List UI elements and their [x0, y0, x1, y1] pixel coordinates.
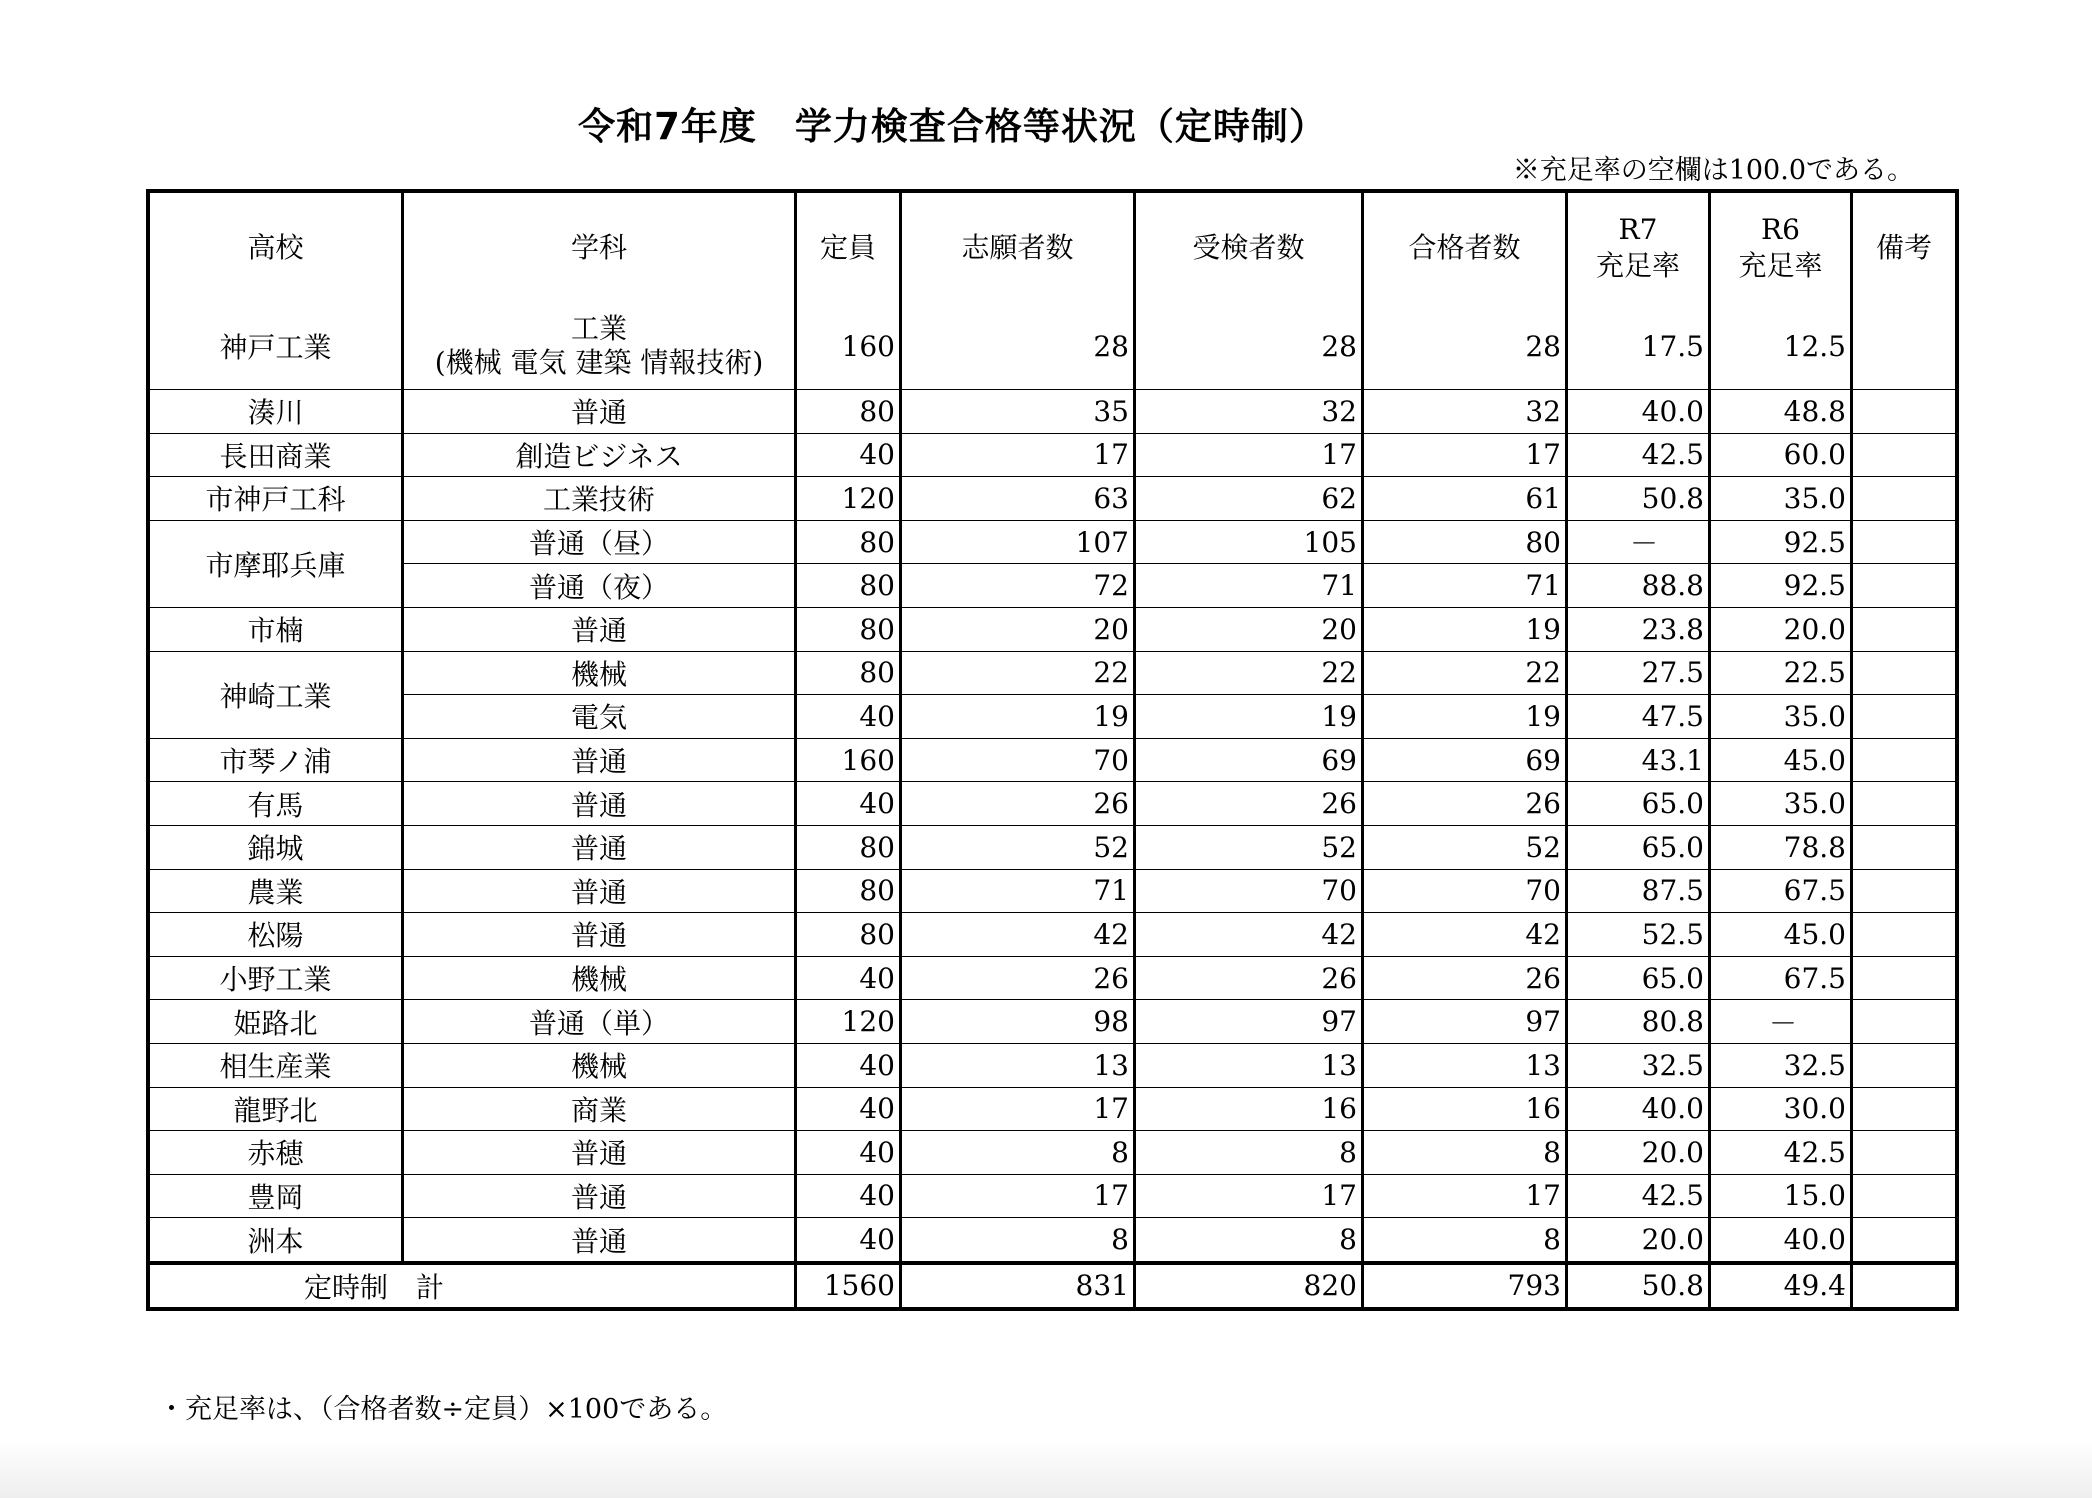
remarks-cell	[1853, 1088, 1955, 1132]
examinees-cell: 105	[1136, 521, 1364, 565]
applicants-cell: 20	[902, 608, 1136, 652]
course-subjects: (機械 電気 建築 情報技術)	[434, 346, 764, 379]
remarks-cell	[1853, 695, 1955, 739]
passed-cell: 28	[1364, 303, 1568, 390]
r6-rate-cell: 22.5	[1711, 652, 1853, 696]
remarks-cell	[1853, 1218, 1955, 1262]
r7-rate-cell: 40.0	[1568, 390, 1711, 434]
course-cell: 普通	[404, 913, 797, 957]
school-cell: 龍野北	[150, 1088, 404, 1132]
school-cell: 神戸工業	[150, 303, 404, 390]
r6-rate-cell: 45.0	[1711, 739, 1853, 783]
course-cell	[404, 303, 797, 390]
r7-rate-cell: 27.5	[1568, 652, 1711, 696]
table-row	[150, 870, 1955, 914]
r7-rate-cell: 42.5	[1568, 434, 1711, 478]
table-row	[150, 695, 1955, 739]
examinees-cell: 26	[1136, 782, 1364, 826]
table-row	[150, 1175, 1955, 1219]
capacity-cell: 80	[797, 521, 902, 565]
header-capacity: 定員	[797, 193, 902, 303]
examinees-cell: 8	[1136, 1131, 1364, 1175]
passed-cell: 26	[1364, 957, 1568, 1001]
passed-cell: 8	[1364, 1131, 1568, 1175]
course-cell: 普通	[404, 870, 797, 914]
capacity-cell: 160	[797, 303, 902, 390]
examinees-cell: 28	[1136, 303, 1364, 390]
r7-rate-cell: －	[1568, 521, 1711, 565]
capacity-cell: 120	[797, 477, 902, 521]
passed-cell: 80	[1364, 521, 1568, 565]
applicants-cell: 17	[902, 1088, 1136, 1132]
remarks-cell	[1853, 564, 1955, 608]
capacity-cell: 80	[797, 652, 902, 696]
applicants-cell: 70	[902, 739, 1136, 783]
examinees-cell: 71	[1136, 564, 1364, 608]
r6-rate-cell: 35.0	[1711, 477, 1853, 521]
course-cell: 電気	[404, 695, 797, 739]
school-cell: 赤穂	[150, 1131, 404, 1175]
passed-cell: 70	[1364, 870, 1568, 914]
r6-rate-cell: 48.8	[1711, 390, 1853, 434]
table-row	[150, 564, 1955, 608]
remarks-cell	[1853, 739, 1955, 783]
capacity-cell: 80	[797, 913, 902, 957]
course-cell: 普通	[404, 1131, 797, 1175]
examinees-cell: 52	[1136, 826, 1364, 870]
examinees-cell: 42	[1136, 913, 1364, 957]
capacity-cell: 80	[797, 390, 902, 434]
total-passed: 793	[1364, 1262, 1568, 1307]
passed-cell: 22	[1364, 652, 1568, 696]
passed-cell: 13	[1364, 1044, 1568, 1088]
course-cell: 普通	[404, 826, 797, 870]
page-title: 令和7年度 学力検査合格等状況（定時制）	[578, 105, 1327, 148]
capacity-cell: 80	[797, 870, 902, 914]
passed-cell: 71	[1364, 564, 1568, 608]
total-remarks	[1853, 1262, 1955, 1307]
applicants-cell: 28	[902, 303, 1136, 390]
examinees-cell: 16	[1136, 1088, 1364, 1132]
passed-cell: 61	[1364, 477, 1568, 521]
remarks-cell	[1853, 303, 1955, 390]
total-r6-rate: 49.4	[1711, 1262, 1853, 1307]
course-cell: 機械	[404, 1044, 797, 1088]
course-cell: 普通	[404, 1175, 797, 1219]
course-cell: 商業	[404, 1088, 797, 1132]
school-cell: 小野工業	[150, 957, 404, 1001]
capacity-cell: 160	[797, 739, 902, 783]
r7-rate-cell: 20.0	[1568, 1218, 1711, 1262]
total-applicants: 831	[902, 1262, 1136, 1307]
capacity-cell: 120	[797, 1000, 902, 1044]
remarks-cell	[1853, 1044, 1955, 1088]
school-cell: 市神戸工科	[150, 477, 404, 521]
r7-rate-cell: 20.0	[1568, 1131, 1711, 1175]
total-label: 定時制 計	[150, 1262, 797, 1307]
course-cell: 普通	[404, 739, 797, 783]
total-capacity: 1560	[797, 1262, 902, 1307]
course-cell: 普通（昼）	[404, 521, 797, 565]
examinees-cell: 17	[1136, 1175, 1364, 1219]
passed-cell: 32	[1364, 390, 1568, 434]
passed-cell: 19	[1364, 608, 1568, 652]
r7-rate-cell: 40.0	[1568, 1088, 1711, 1132]
remarks-cell	[1853, 957, 1955, 1001]
header-r7-label: 充足率	[1595, 249, 1680, 282]
applicants-cell: 19	[902, 695, 1136, 739]
remarks-cell	[1853, 1000, 1955, 1044]
applicants-cell: 13	[902, 1044, 1136, 1088]
applicants-cell: 26	[902, 782, 1136, 826]
remarks-cell	[1853, 826, 1955, 870]
remarks-cell	[1853, 390, 1955, 434]
capacity-cell: 40	[797, 434, 902, 478]
r7-rate-cell: 47.5	[1568, 695, 1711, 739]
remarks-cell	[1853, 1175, 1955, 1219]
examinees-cell: 70	[1136, 870, 1364, 914]
school-cell: 市琴ノ浦	[150, 739, 404, 783]
table-row	[150, 521, 1955, 565]
r7-rate-cell: 88.8	[1568, 564, 1711, 608]
capacity-cell: 40	[797, 1218, 902, 1262]
header-applicants: 志願者数	[902, 193, 1136, 303]
r7-rate-cell: 17.5	[1568, 303, 1711, 390]
capacity-cell: 40	[797, 1131, 902, 1175]
passed-cell: 8	[1364, 1218, 1568, 1262]
r6-rate-cell: 60.0	[1711, 434, 1853, 478]
r7-rate-cell: 32.5	[1568, 1044, 1711, 1088]
header-passed: 合格者数	[1364, 193, 1568, 303]
r6-rate-cell: 15.0	[1711, 1175, 1853, 1219]
r6-rate-cell: 67.5	[1711, 870, 1853, 914]
remarks-cell	[1853, 652, 1955, 696]
examinees-cell: 19	[1136, 695, 1364, 739]
r6-rate-cell: 42.5	[1711, 1131, 1853, 1175]
table-row	[150, 1088, 1955, 1132]
applicants-cell: 26	[902, 957, 1136, 1001]
passed-cell: 26	[1364, 782, 1568, 826]
passed-cell: 19	[1364, 695, 1568, 739]
applicants-cell: 17	[902, 1175, 1136, 1219]
examinees-cell: 62	[1136, 477, 1364, 521]
header-examinees: 受検者数	[1136, 193, 1364, 303]
remarks-cell	[1853, 913, 1955, 957]
table-row	[150, 608, 1955, 652]
r6-rate-cell: 45.0	[1711, 913, 1853, 957]
examinees-cell: 69	[1136, 739, 1364, 783]
total-examinees: 820	[1136, 1262, 1364, 1307]
remarks-cell	[1853, 608, 1955, 652]
passed-cell: 16	[1364, 1088, 1568, 1132]
applicants-cell: 98	[902, 1000, 1136, 1044]
school-cell: 湊川	[150, 390, 404, 434]
passed-cell: 42	[1364, 913, 1568, 957]
course-cell: 普通	[404, 1218, 797, 1262]
admission-results-table	[146, 189, 1959, 1311]
course-cell: 創造ビジネス	[404, 434, 797, 478]
table-row	[150, 477, 1955, 521]
r6-rate-cell: 35.0	[1711, 695, 1853, 739]
r7-rate-cell: 50.8	[1568, 477, 1711, 521]
fill-rate-footnote: ・充足率は、（合格者数÷定員）×100である。	[158, 1394, 728, 1425]
capacity-cell: 80	[797, 826, 902, 870]
examinees-cell: 13	[1136, 1044, 1364, 1088]
total-row	[150, 1262, 1955, 1307]
header-remarks: 備考	[1875, 230, 1932, 264]
r6-rate-cell: －	[1711, 1000, 1853, 1044]
applicants-cell: 72	[902, 564, 1136, 608]
r7-rate-cell: 52.5	[1568, 913, 1711, 957]
course-cell: 普通	[404, 608, 797, 652]
r7-rate-cell: 43.1	[1568, 739, 1711, 783]
table-row	[150, 913, 1955, 957]
r6-rate-cell: 12.5	[1711, 303, 1853, 390]
header-r7-year: R7	[1618, 212, 1658, 246]
applicants-cell: 17	[902, 434, 1136, 478]
r6-rate-cell: 20.0	[1711, 608, 1853, 652]
header-r6-rate	[1711, 193, 1853, 303]
applicants-cell: 8	[902, 1218, 1136, 1262]
applicants-cell: 63	[902, 477, 1136, 521]
table-row	[150, 303, 1955, 390]
r6-rate-cell: 40.0	[1711, 1218, 1853, 1262]
capacity-cell: 40	[797, 782, 902, 826]
r7-rate-cell: 65.0	[1568, 782, 1711, 826]
r6-rate-cell: 67.5	[1711, 957, 1853, 1001]
course-cell: 工業技術	[404, 477, 797, 521]
examinees-cell: 22	[1136, 652, 1364, 696]
capacity-cell: 80	[797, 608, 902, 652]
school-cell: 相生産業	[150, 1044, 404, 1088]
applicants-cell: 42	[902, 913, 1136, 957]
applicants-cell: 22	[902, 652, 1136, 696]
remarks-cell	[1853, 870, 1955, 914]
school-cell: 農業	[150, 870, 404, 914]
examinees-cell: 17	[1136, 434, 1364, 478]
header-course: 学科	[404, 193, 797, 303]
blank-rate-note: ※充足率の空欄は100.0である。	[1512, 155, 1914, 186]
r6-rate-cell: 78.8	[1711, 826, 1853, 870]
school-cell: 市楠	[150, 608, 404, 652]
remarks-cell	[1853, 1131, 1955, 1175]
r6-rate-cell: 35.0	[1711, 782, 1853, 826]
table-row	[150, 1218, 1955, 1262]
table-row	[150, 434, 1955, 478]
passed-cell: 69	[1364, 739, 1568, 783]
remarks-cell	[1853, 477, 1955, 521]
r7-rate-cell: 42.5	[1568, 1175, 1711, 1219]
r7-rate-cell: 23.8	[1568, 608, 1711, 652]
applicants-cell: 52	[902, 826, 1136, 870]
examinees-cell: 20	[1136, 608, 1364, 652]
r7-rate-cell: 80.8	[1568, 1000, 1711, 1044]
header-school: 高校	[150, 193, 404, 303]
applicants-cell: 107	[902, 521, 1136, 565]
school-cell: 洲本	[150, 1218, 404, 1262]
examinees-cell: 32	[1136, 390, 1364, 434]
header-r7-rate	[1568, 193, 1711, 303]
table-row	[150, 1000, 1955, 1044]
passed-cell: 17	[1364, 1175, 1568, 1219]
school-cell: 姫路北	[150, 1000, 404, 1044]
r7-rate-cell: 87.5	[1568, 870, 1711, 914]
r6-rate-cell: 30.0	[1711, 1088, 1853, 1132]
header-row	[150, 193, 1955, 303]
table-row	[150, 957, 1955, 1001]
school-cell: 錦城	[150, 826, 404, 870]
capacity-cell: 40	[797, 1175, 902, 1219]
school-cell: 市摩耶兵庫	[150, 521, 404, 608]
remarks-cell	[1853, 521, 1955, 565]
passed-cell: 17	[1364, 434, 1568, 478]
school-cell: 長田商業	[150, 434, 404, 478]
examinees-cell: 8	[1136, 1218, 1364, 1262]
course-cell: 機械	[404, 652, 797, 696]
course-cell: 普通（単）	[404, 1000, 797, 1044]
school-cell: 豊岡	[150, 1175, 404, 1219]
passed-cell: 52	[1364, 826, 1568, 870]
school-cell: 神崎工業	[150, 652, 404, 739]
course-cell: 普通	[404, 782, 797, 826]
passed-cell: 97	[1364, 1000, 1568, 1044]
r7-rate-cell: 65.0	[1568, 826, 1711, 870]
capacity-cell: 40	[797, 1088, 902, 1132]
examinees-cell: 26	[1136, 957, 1364, 1001]
capacity-cell: 80	[797, 564, 902, 608]
table-row	[150, 1044, 1955, 1088]
applicants-cell: 71	[902, 870, 1136, 914]
header-r6-label: 充足率	[1738, 249, 1823, 282]
table-row	[150, 739, 1955, 783]
applicants-cell: 35	[902, 390, 1136, 434]
total-r7-rate: 50.8	[1568, 1262, 1711, 1307]
table-row	[150, 782, 1955, 826]
table-row	[150, 652, 1955, 696]
school-cell: 松陽	[150, 913, 404, 957]
remarks-cell	[1853, 434, 1955, 478]
table-row	[150, 826, 1955, 870]
course-cell: 機械	[404, 957, 797, 1001]
capacity-cell: 40	[797, 1044, 902, 1088]
r6-rate-cell: 92.5	[1711, 564, 1853, 608]
school-cell: 有馬	[150, 782, 404, 826]
r6-rate-cell: 92.5	[1711, 521, 1853, 565]
r7-rate-cell: 65.0	[1568, 957, 1711, 1001]
capacity-cell: 40	[797, 695, 902, 739]
applicants-cell: 8	[902, 1131, 1136, 1175]
course-cell: 普通（夜）	[404, 564, 797, 608]
course-name: 工業	[570, 312, 627, 346]
r6-rate-cell: 32.5	[1711, 1044, 1853, 1088]
header-r6-year: R6	[1761, 212, 1800, 246]
table-row	[150, 390, 1955, 434]
course-cell: 普通	[404, 390, 797, 434]
remarks-cell	[1853, 782, 1955, 826]
table-row	[150, 1131, 1955, 1175]
capacity-cell: 40	[797, 957, 902, 1001]
examinees-cell: 97	[1136, 1000, 1364, 1044]
